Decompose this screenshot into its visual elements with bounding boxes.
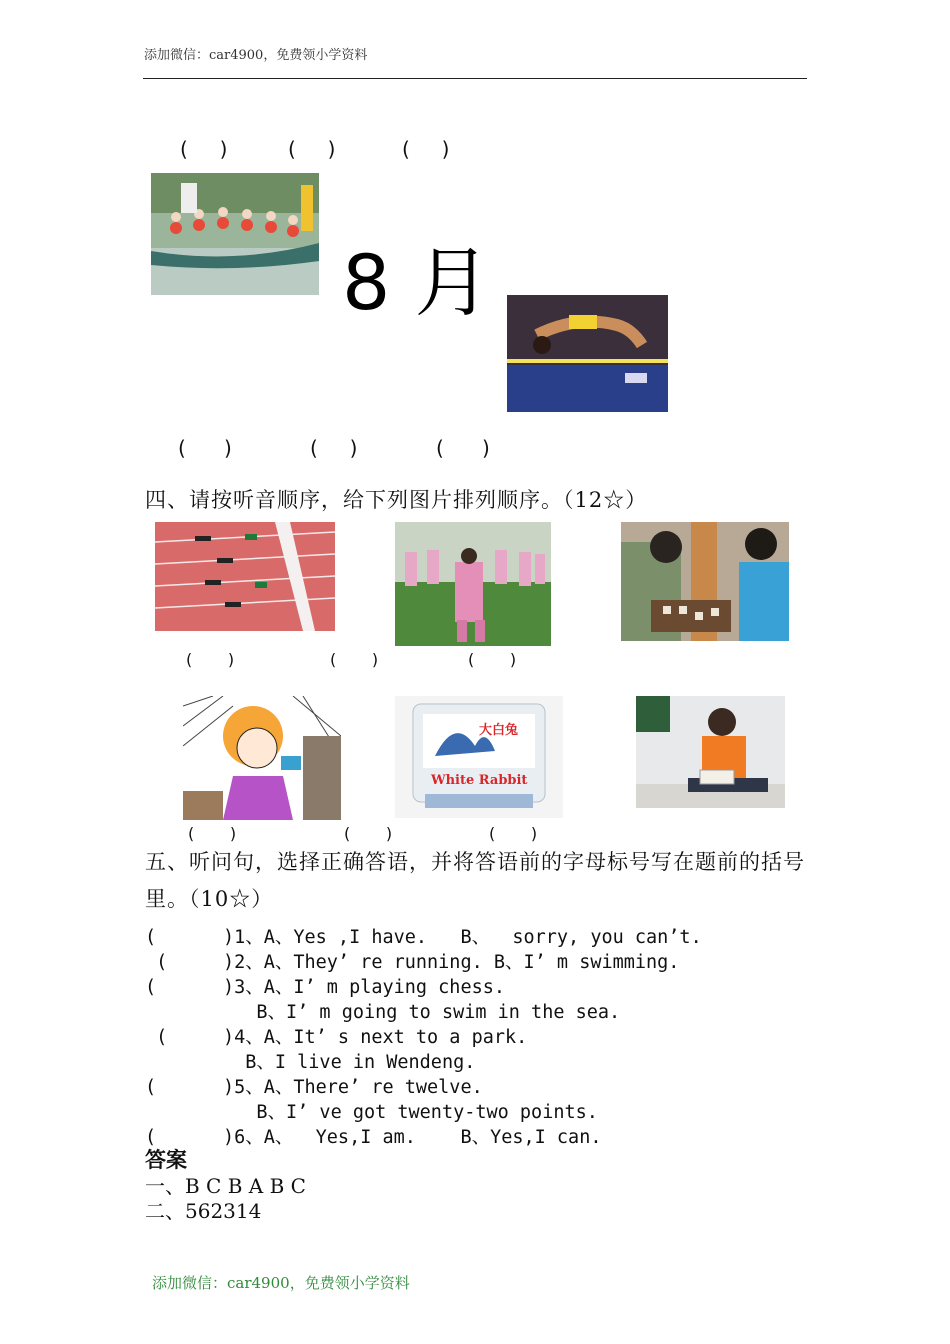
month-label: 8 月: [342, 238, 491, 327]
question-line: ( )5、A、There’ re twelve.: [145, 1077, 483, 1098]
answer-blank: ( ): [186, 650, 235, 669]
high-jump-photo: [507, 295, 668, 412]
sprint-race-photo: [155, 522, 335, 631]
answer-blank: ( ): [402, 137, 450, 161]
dragon-boat-photo: [151, 173, 319, 295]
answer-line: 二、562314: [145, 1199, 262, 1223]
white-rabbit-candy-photo: [395, 696, 563, 818]
question-line: B、I’ ve got twenty-two points.: [145, 1102, 598, 1123]
answer-blank: ( ): [436, 436, 490, 460]
section-4-heading: 四、请按听音顺序，给下列图片排列顺序。（12☆）: [145, 488, 648, 512]
section-5-heading-line2: 里。（10☆）: [145, 887, 274, 911]
header-divider: [143, 78, 807, 79]
question-line: ( )1、A、Yes ,I have. B、 sorry, you can’t.: [145, 927, 702, 948]
footer-watermark-text: 添加微信：car4900，免费领小学资料: [152, 1274, 410, 1292]
answer-blank: ( ): [178, 436, 232, 460]
question-line: B、I’ m going to swim in the sea.: [145, 1002, 621, 1023]
question-line: B、I live in Wendeng.: [145, 1052, 476, 1073]
answer-blank: ( ): [489, 824, 538, 843]
question-line: ( )4、A、It’ s next to a park.: [145, 1027, 528, 1048]
candy-brand-cn: 大白兔: [479, 723, 519, 738]
answer-blank: ( ): [310, 436, 358, 460]
answer-line: 一、B C B A B C: [145, 1174, 306, 1198]
answers-title: 答案: [145, 1148, 187, 1172]
question-line: ( )2、A、They’ re running. B、I’ m swimming.: [145, 952, 680, 973]
question-line: ( )6、A、 Yes,I am. B、Yes,I can.: [145, 1127, 602, 1148]
answer-blank: ( ): [330, 650, 379, 669]
tai-chi-photo: [395, 522, 551, 646]
question-line: ( )3、A、I’ m playing chess.: [145, 977, 506, 998]
chess-boys-photo: [621, 522, 789, 641]
answer-blank: ( ): [344, 824, 393, 843]
candy-brand-en: White Rabbit: [431, 773, 528, 788]
answer-blank: ( ): [180, 137, 228, 161]
answer-blank: ( ): [288, 137, 336, 161]
girl-reading-photo: [636, 696, 785, 808]
section-5-heading-line1: 五、听问句，选择正确答语，并将答语前的字母标号写在题前的括号: [145, 850, 805, 874]
cartoon-girl-photo: [183, 696, 341, 820]
header-watermark-text: 添加微信：car4900，免费领小学资料: [144, 48, 368, 63]
answer-blank: ( ): [468, 650, 517, 669]
answer-blank: ( ): [188, 824, 237, 843]
